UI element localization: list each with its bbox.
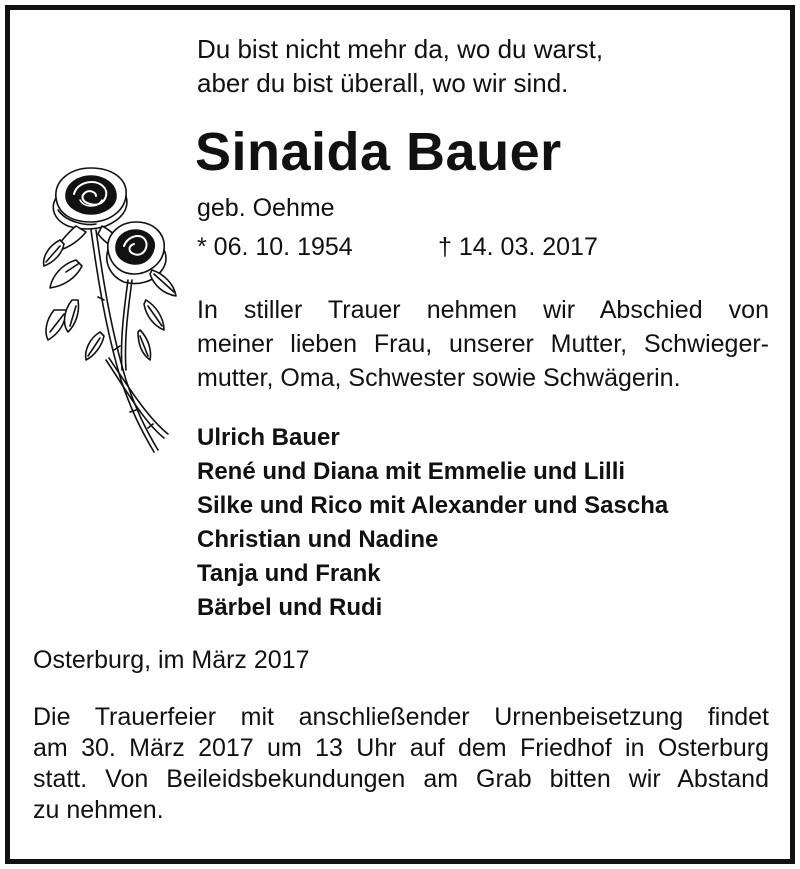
ceremony-line-4: zu nehmen. <box>33 796 164 824</box>
quote-line-1: Du bist nicht mehr da, wo du warst, <box>197 34 604 64</box>
signers-list <box>197 421 668 625</box>
death-date: † 14. 03. 2017 <box>438 233 598 261</box>
birth-date: * 06. 10. 1954 <box>197 233 353 261</box>
signer-name: René und Diana mit Emmelie und Lilli <box>197 458 626 485</box>
ceremony-info <box>33 702 769 826</box>
maiden-name: geb. Oehme <box>197 194 335 222</box>
quote-line-2: aber du bist überall, wo wir sind. <box>197 68 569 98</box>
signer-name: Christian und Nadine <box>197 526 439 553</box>
message-line-3: mutter, Oma, Schwester sowie Schwägerin. <box>197 364 681 392</box>
signer-name: Ulrich Bauer <box>197 424 340 451</box>
mourning-message <box>197 293 769 395</box>
deceased-name: Sinaida Bauer <box>195 122 562 182</box>
message-line-2: meiner lieben Frau, unserer Mutter, Schwieger- <box>197 330 769 358</box>
ceremony-line-2: am 30. März 2017 um 13 Uhr auf dem Friedhof in Osterburg <box>33 734 769 762</box>
signer-name: Silke und Rico mit Alexander und Sascha <box>197 492 669 519</box>
ceremony-line-3: statt. Von Beileidsbekundungen am Grab bitten wir Abstand <box>33 765 769 793</box>
signer-name: Tanja und Frank <box>197 560 381 587</box>
ceremony-line-1: Die Trauerfeier mit anschließender Urnenbeisetzung findet <box>33 703 769 731</box>
message-line-1: In stiller Trauer nehmen wir Abschied von <box>197 296 769 324</box>
memorial-quote <box>197 32 603 100</box>
signer-name: Bärbel und Rudi <box>197 594 383 621</box>
rose-illustration-icon <box>36 160 186 460</box>
place-and-date: Osterburg, im März 2017 <box>33 646 310 674</box>
